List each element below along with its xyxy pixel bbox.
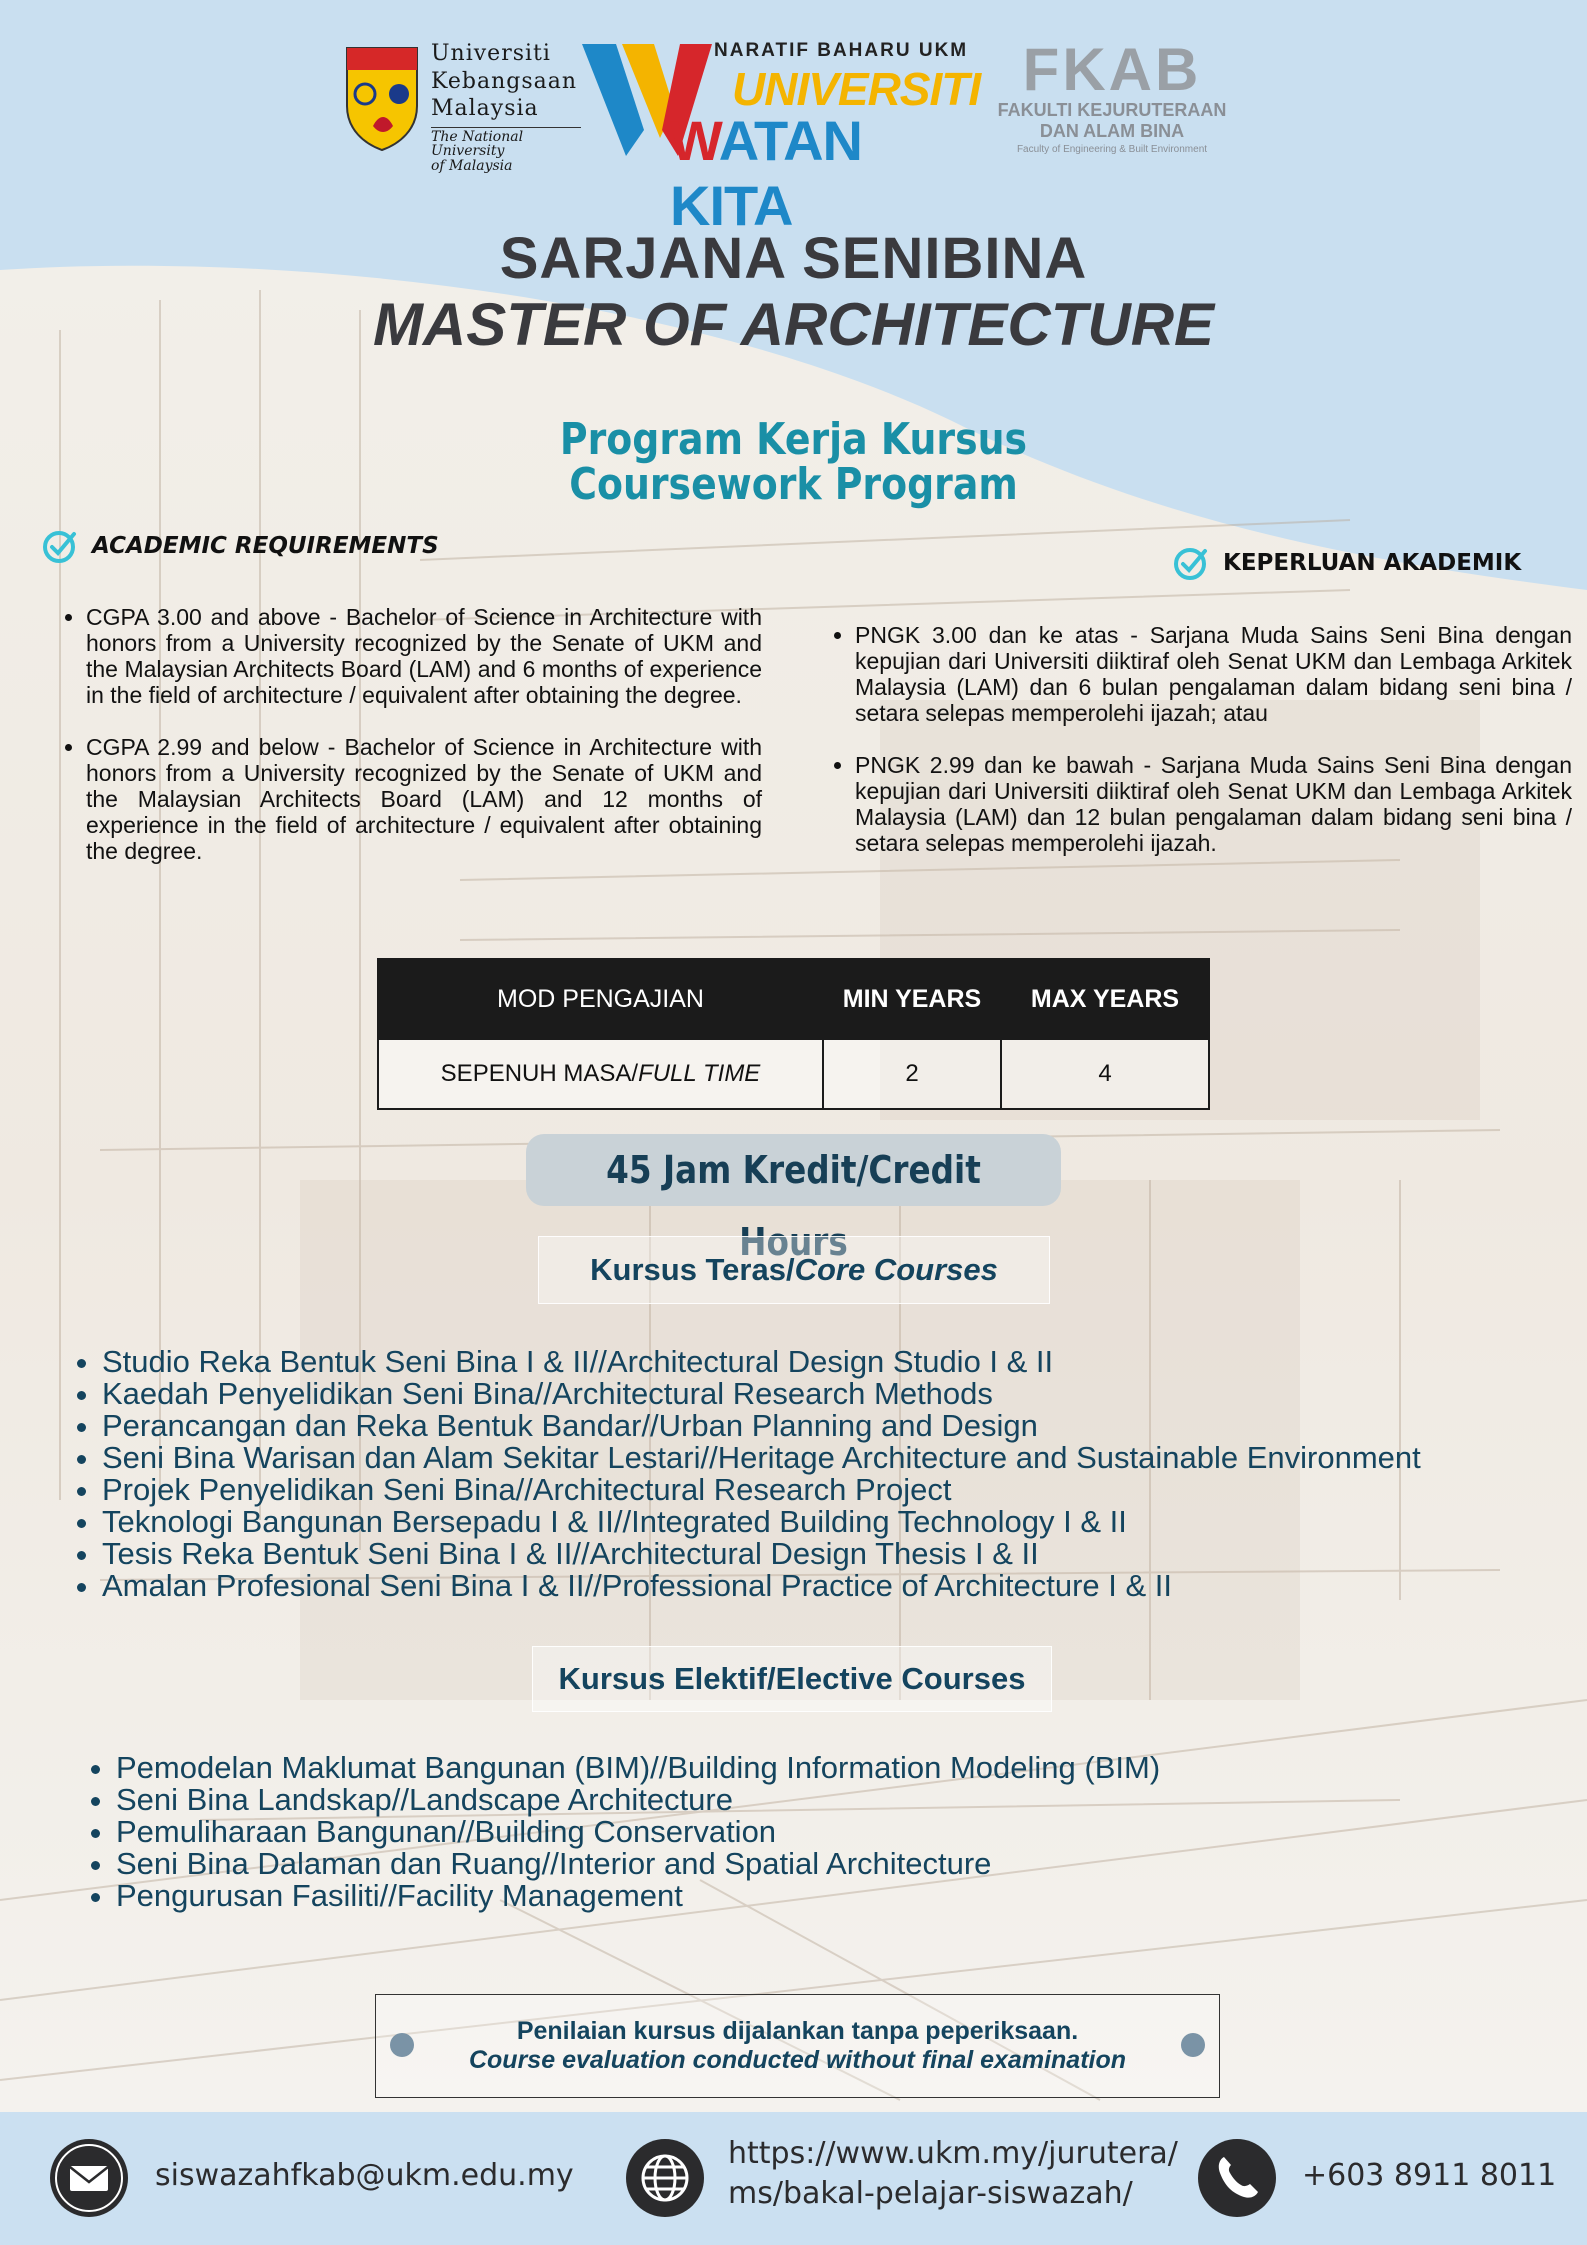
ukm-name-line2: Kebangsaan <box>431 68 578 94</box>
credit-hours-badge <box>526 1134 1061 1264</box>
contact-footer <box>0 2112 1587 2245</box>
table-header: MIN YEARS <box>823 959 1001 1039</box>
note-malay: Penilaian kursus dijalankan tanpa peperiksaan. <box>516 2017 1079 2045</box>
title-malay: SARJANA SENIBINA <box>499 226 1088 291</box>
evaluation-note <box>375 1994 1220 2098</box>
table-header: MAX YEARS <box>1001 959 1209 1039</box>
ukm-tagline-2: of Malaysia <box>431 157 513 174</box>
keperluan-akademik-heading <box>1173 545 1521 581</box>
email-link[interactable]: siswazahfkab@ukm.edu.my <box>155 2158 574 2193</box>
note-english: Course evaluation conducted without final examination <box>468 2046 1127 2074</box>
list-item: • Seni Bina Dalaman dan Ruang//Interior and Spatial Architecture <box>116 1848 1516 1880</box>
mode-malay: SEPENUH MASA/ <box>440 1060 639 1087</box>
ukm-tagline-1: The National University <box>431 128 524 160</box>
bullet-dot-icon <box>390 2033 414 2057</box>
core-heading-english: Core Courses <box>794 1252 998 1287</box>
phone-icon <box>1198 2139 1276 2217</box>
study-mode-table <box>377 958 1210 1110</box>
list-item: • Seni Bina Landskap//Landscape Architecture <box>116 1784 1516 1816</box>
ukm-name-line3: Malaysia <box>431 96 539 121</box>
website-link[interactable] <box>728 2134 1178 2214</box>
core-courses-heading <box>538 1236 1050 1304</box>
list-item: • Pemuliharaan Bangunan//Building Conservation <box>116 1816 1516 1848</box>
phone-link[interactable]: +603 8911 8011 <box>1302 2158 1557 2193</box>
list-item: • Perancangan dan Reka Bentuk Bandar//Urban Planning and Design <box>102 1410 1587 1442</box>
check-circle-icon <box>42 528 78 564</box>
list-item: • Pengurusan Fasiliti//Facility Management <box>116 1880 1516 1912</box>
globe-icon <box>626 2139 704 2217</box>
list-item: • CGPA 2.99 and below - Bachelor of Science in Architecture with honors from a University recognized by the Senate of UKM and the Malaysian Architects Board (LAM) and 12 months of experience in the field of architecture / equivalent after obtaining the degree. <box>86 734 762 864</box>
list-item: • Studio Reka Bentuk Seni Bina I & II//Architectural Design Studio I & II <box>102 1346 1587 1378</box>
fkab-name-2: DAN ALAM BINA <box>1039 120 1185 141</box>
credit-hours-label: 45 Jam Kredit/Credit Hours <box>606 1148 981 1264</box>
mode-english: FULL TIME <box>638 1060 761 1087</box>
elective-courses-list <box>86 1752 1516 1912</box>
email-icon <box>50 2139 128 2217</box>
fkab-name-en: Faculty of Engineering & Built Environment <box>1016 144 1208 156</box>
list-item: • Pemodelan Maklumat Bangunan (BIM)//Building Information Modeling (BIM) <box>116 1752 1516 1784</box>
list-item: • Kaedah Penyelidikan Seni Bina//Architectural Research Methods <box>102 1378 1587 1410</box>
keperluan-akademik-label: KEPERLUAN AKADEMIK <box>1223 550 1522 576</box>
max-years-cell: 4 <box>1001 1039 1209 1109</box>
campaign-line-2-rest: ATAN KITA <box>670 109 862 237</box>
academic-requirements-label: ACADEMIC REQUIREMENTS <box>92 533 439 559</box>
program-english: Coursework Program <box>569 459 1018 510</box>
mode-cell <box>378 1039 823 1109</box>
ukm-crest-icon <box>343 44 421 152</box>
core-courses-list <box>72 1346 1587 1602</box>
ukm-logo <box>343 40 583 174</box>
website-url-line1: https://www.ukm.my/jurutera/ <box>728 2136 1178 2171</box>
elective-courses-heading: Kursus Elektif/Elective Courses <box>532 1646 1052 1712</box>
requirements-english-list <box>60 604 762 890</box>
campaign-line-2-w: W <box>670 109 719 172</box>
list-item: • Amalan Profesional Seni Bina I & II//Professional Practice of Architecture I & II <box>102 1570 1587 1602</box>
list-item: • Projek Penyelidikan Seni Bina//Architectural Research Project <box>102 1474 1587 1506</box>
ukm-name-line1: Universiti <box>431 41 551 66</box>
list-item: • Seni Bina Warisan dan Alam Sekitar Lestari//Heritage Architecture and Sustainable Environment <box>102 1442 1587 1474</box>
fkab-abbr: FKAB <box>1022 36 1202 103</box>
campaign-tag: NARATIF BAHARU UKM <box>714 40 969 61</box>
requirements-malay-list <box>829 622 1572 882</box>
list-item: • CGPA 3.00 and above - Bachelor of Science in Architecture with honors from a University recognized by the Senate of UKM and the Malaysian Architects Board (LAM) and 6 months of experience in the field of architecture / equivalent after obtaining the degree. <box>86 604 762 708</box>
list-item: • PNGK 3.00 dan ke atas - Sarjana Muda Sains Seni Bina dengan kepujian dari Universiti diiktiraf oleh Senat UKM dan Lembaga Arkitek Malaysia (LAM) dan 6 bulan pengalaman dalam bidang seni bina / setara selepas memperolehi ijazah; atau <box>855 622 1572 726</box>
fkab-logo <box>982 36 1242 156</box>
watan-kita-logo <box>582 36 982 237</box>
campaign-line-1: UNIVERSITI <box>732 63 981 115</box>
min-years-cell: 2 <box>823 1039 1001 1109</box>
title-english: MASTER OF ARCHITECTURE <box>372 291 1215 358</box>
list-item: • Teknologi Bangunan Bersepadu I & II//Integrated Building Technology I & II <box>102 1506 1587 1538</box>
core-heading-malay: Kursus Teras/ <box>590 1252 795 1287</box>
table-header: MOD PENGAJIAN <box>378 959 823 1039</box>
campaign-line-2 <box>670 108 982 238</box>
list-item: • PNGK 2.99 dan ke bawah - Sarjana Muda Sains Seni Bina dengan kepujian dari Universiti diiktiraf oleh Senat UKM dan Lembaga Arkitek Malaysia (LAM) dan 12 bulan pengalaman dalam bidang seni bina / setara selepas memperolehi ijazah. <box>855 752 1572 856</box>
website-url-line2: ms/bakal-pelajar-siswazah/ <box>728 2176 1133 2211</box>
fkab-name-1: FAKULTI KEJURUTERAAN <box>997 100 1227 120</box>
bullet-dot-icon <box>1181 2033 1205 2057</box>
list-item: • Tesis Reka Bentuk Seni Bina I & II//Architectural Design Thesis I & II <box>102 1538 1587 1570</box>
table-row <box>378 1039 1209 1109</box>
academic-requirements-heading <box>42 528 439 564</box>
check-circle-icon <box>1173 545 1209 581</box>
program-malay: Program Kerja Kursus <box>559 414 1028 465</box>
